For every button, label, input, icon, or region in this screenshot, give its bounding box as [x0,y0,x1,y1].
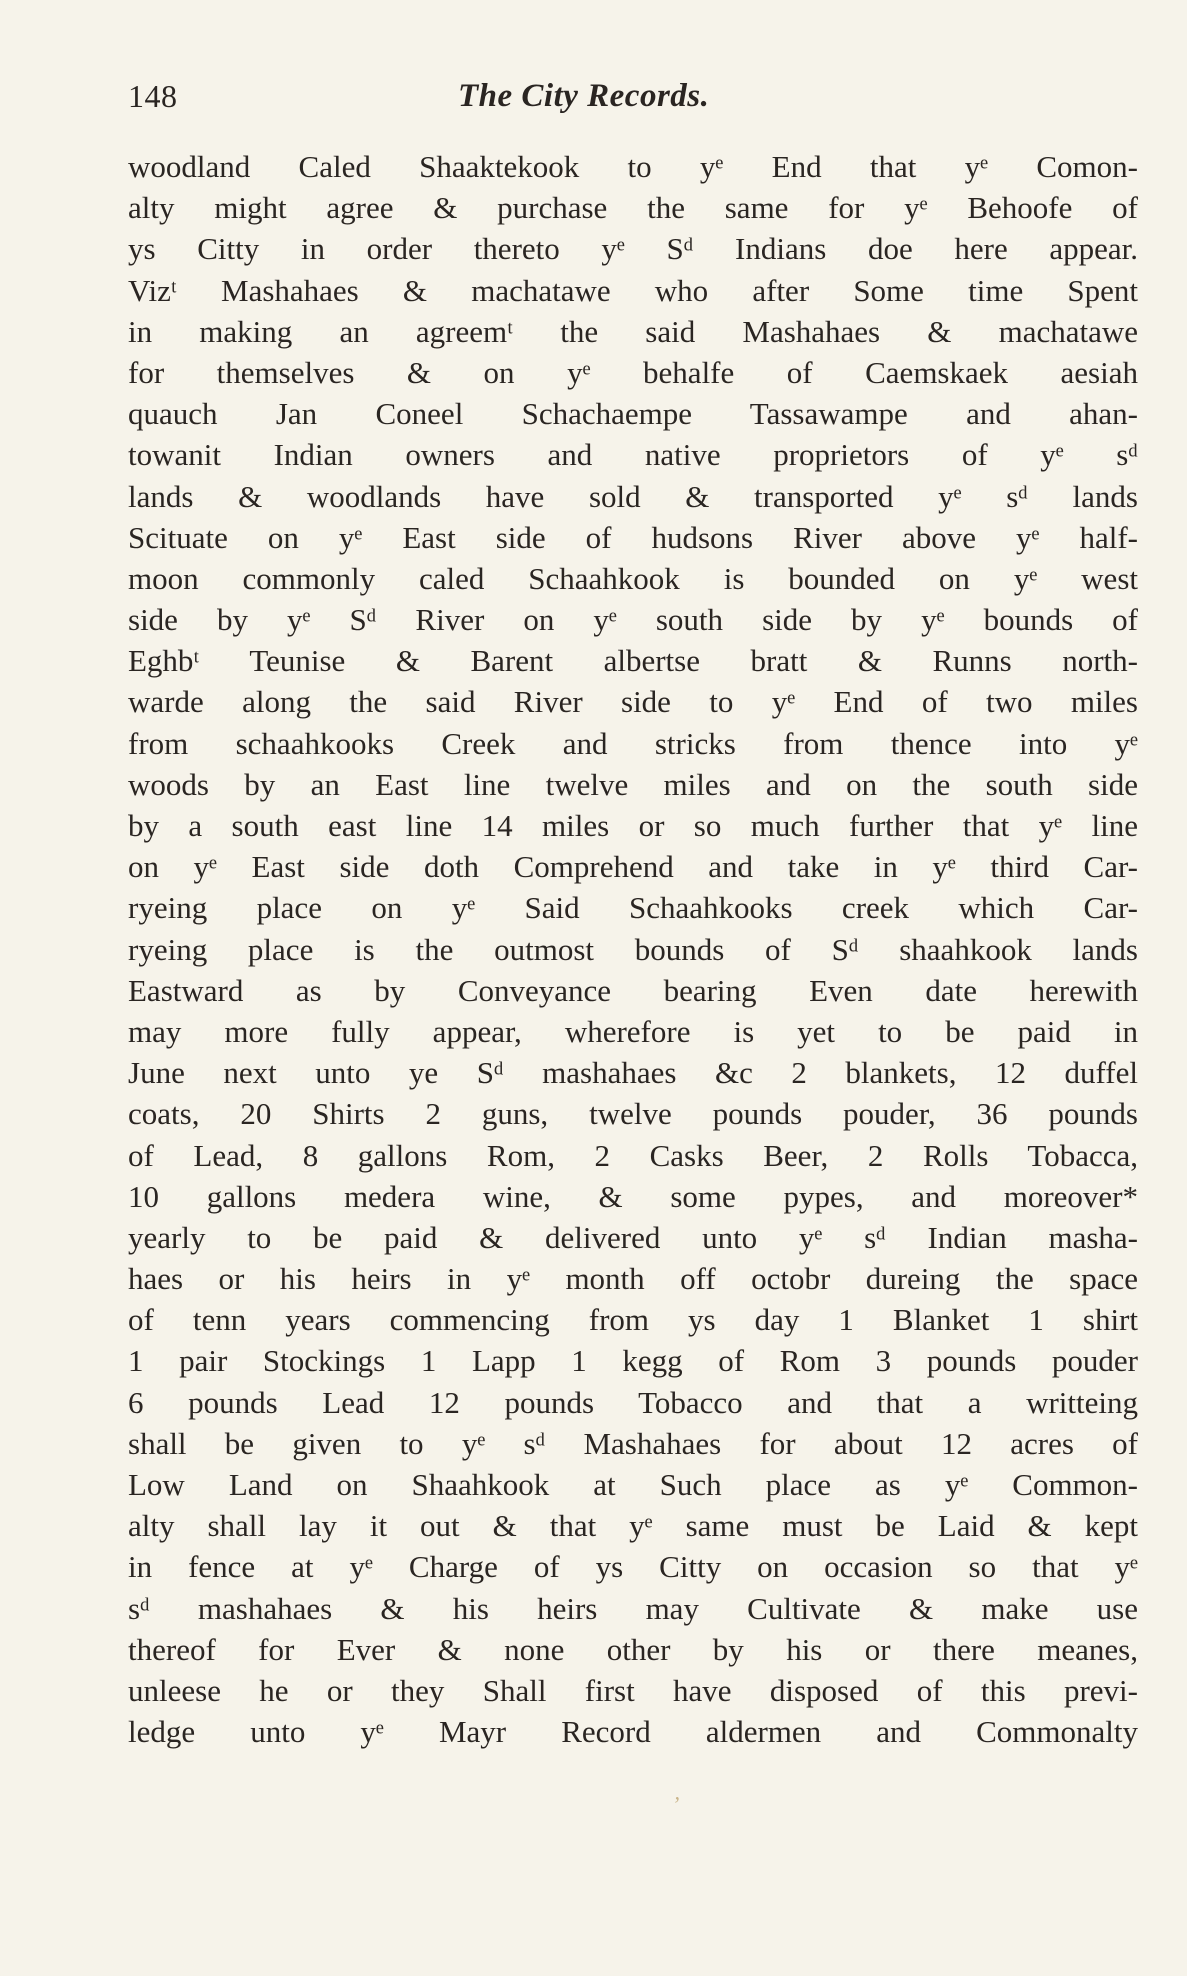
page-header [128,78,1138,120]
text-line: in making an agreemᵗ the said Mashahaes & machatawe [128,313,1138,349]
text-line: ryeing place is the outmost bounds of Sᵈ shaahkook lands [128,931,1138,967]
text-line: may more fully appear, wherefore is yet to be paid in [128,1013,1138,1049]
text-line: 1 pair Stockings 1 Lapp 1 kegg of Rom 3 pounds pouder [128,1343,1138,1379]
text-line: moon commonly caled Schaahkook is bounded on yᵉ west [128,560,1138,596]
text-line: sᵈ mashahaes & his heirs may Cultivate & make use [128,1590,1138,1626]
text-line: of Lead, 8 gallons Rom, 2 Casks Beer, 2 Rolls Tobacca, [128,1137,1138,1173]
text-line: for themselves & on yᵉ behalfe of Caemskaek aesiah [128,354,1138,390]
page-number: 148 [128,78,178,114]
text-line: by a south east line 14 miles or so much further that yᵉ line [128,808,1138,843]
text-line: shall be given to yᵉ sᵈ Mashahaes for about 12 acres of [128,1425,1138,1461]
text-line: Eastward as by Conveyance bearing Even date herewith [128,972,1138,1008]
text-line: haes or his heirs in yᵉ month off octobr dureing the space [128,1261,1138,1297]
body-text [128,146,1138,1752]
text-line: of tenn years commencing from ys day 1 Blanket 1 shirt [128,1302,1138,1338]
text-line: warde along the said River side to yᵉ End of two miles [128,684,1138,720]
text-line: alty might agree & purchase the same for yᵉ Behoofe of [128,190,1138,226]
text-line: side by yᵉ Sᵈ River on yᵉ south side by yᵉ bounds of [128,602,1138,638]
text-line: unleese he or they Shall first have disposed of this previ- [128,1672,1138,1708]
text-line: yearly to be paid & delivered unto yᵉ sᵈ Indian masha- [128,1219,1138,1255]
text-line: ryeing place on yᵉ Said Schaahkooks creek which Car- [128,890,1138,926]
text-line: Scituate on yᵉ East side of hudsons River above yᵉ half- [128,519,1138,555]
text-line: ledge unto yᵉ Mayr Record aldermen and Commonalty [128,1714,1138,1750]
text-line: towanit Indian owners and native proprietors of yᵉ sᵈ [128,437,1138,473]
text-line: in fence at yᵉ Charge of ys Citty on occasion so that yᵉ [128,1549,1138,1585]
text-line: from schaahkooks Creek and stricks from thence into yᵉ [128,725,1138,761]
text-line: alty shall lay it out & that yᵉ same must be Laid & kept [128,1508,1138,1544]
text-line: 6 pounds Lead 12 pounds Tobacco and that a writteing [128,1384,1138,1420]
page-blemish: ʼ [672,1792,680,1817]
text-line: June next unto ye Sᵈ mashahaes &c 2 blankets, 12 duffel [128,1055,1138,1091]
text-line: coats, 20 Shirts 2 guns, twelve pounds pouder, 36 pounds [128,1096,1138,1132]
text-line: woods by an East line twelve miles and on the south side [128,766,1138,802]
text-line: woodland Caled Shaaktekook to yᵉ End that yᵉ Comon- [128,149,1138,184]
text-line: Low Land on Shaahkook at Such place as yᵉ Common- [128,1467,1138,1502]
text-line: lands & woodlands have sold & transported yᵉ sᵈ lands [128,478,1138,514]
text-line: ys Citty in order thereto yᵉ Sᵈ Indians doe here appear. [128,231,1138,267]
text-line: Eghbᵗ Teunise & Barent albertse bratt & Runns north- [128,643,1138,679]
text-line: thereof for Ever & none other by his or there meanes, [128,1631,1138,1667]
running-title: The City Records. [458,78,710,114]
text-line: Vizᵗ Mashahaes & machatawe who after Some time Spent [128,272,1138,308]
text-line: 10 gallons medera wine, & some pypes, and moreover* [128,1178,1138,1214]
text-line: on yᵉ East side doth Comprehend and take in yᵉ third Car- [128,849,1138,885]
text-line: quauch Jan Coneel Schachaempe Tassawampe and ahan- [128,396,1138,432]
